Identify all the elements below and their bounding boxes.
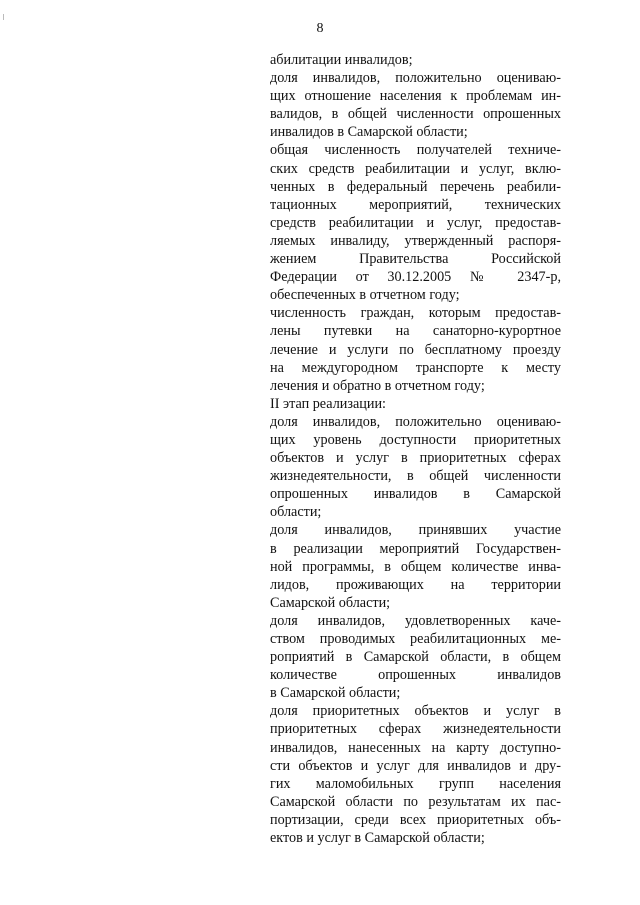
text-line: инвалидов в Самарской области; — [270, 124, 468, 141]
text-line: средств реабилитации и услуг, предостав- — [270, 214, 561, 231]
text-line: объектов и услуг в приоритетных сферах — [270, 450, 561, 467]
text-line: лечение и услуги по бесплатному проезду — [270, 341, 561, 358]
text-line: абилитации инвалидов; — [270, 52, 413, 68]
text-line: доля инвалидов, положительно оцениваю- — [270, 413, 561, 430]
text-line: ектов и услуг в Самарской области; — [270, 830, 485, 847]
text-line: ством проводимых реабилитационных ме- — [270, 631, 561, 647]
text-line: жизнедеятельности, в общей численности — [270, 468, 561, 485]
page-number: 8 — [316, 21, 324, 36]
text-line: Самарской области по результатам их пас- — [270, 793, 561, 810]
text-line: области; — [270, 504, 322, 521]
text-line: лечения и обратно в отчетном году; — [270, 377, 485, 394]
text-line: доля инвалидов, положительно оцениваю- — [270, 70, 561, 87]
text-line: в реализации мероприятий Государствен- — [270, 540, 561, 557]
text-line: численность граждан, которым предостав- — [270, 305, 561, 322]
text-line: количестве опрошенных инвалидов — [270, 667, 561, 684]
text-line: доля инвалидов, удовлетворенных каче- — [270, 612, 561, 629]
text-line: на междугородном транспорте к месту — [270, 359, 561, 376]
text-line: доля инвалидов, принявших участие — [270, 522, 561, 539]
document-text-column — [270, 51, 561, 847]
text-line: валидов, в общей численности опрошенных — [270, 106, 561, 123]
text-line: лидов, проживающих на территории — [270, 576, 561, 593]
text-line: II этап реализации: — [270, 395, 386, 412]
text-line: ченных в федеральный перечень реабили- — [270, 178, 561, 195]
text-line: щих уровень доступности приоритетных — [270, 431, 561, 448]
text-line: в Самарской области; — [270, 685, 401, 702]
text-line: сти объектов и услуг для инвалидов и дру- — [270, 757, 561, 774]
text-line: ских средств реабилитации и услуг, вклю- — [270, 160, 561, 177]
text-line: общая численность получателей техниче- — [270, 142, 561, 159]
text-line: гих маломобильных групп населения — [270, 775, 561, 792]
text-line: роприятий в Самарской области, в общем — [270, 649, 561, 666]
text-line: ной программы, в общем количестве инва- — [270, 558, 561, 575]
text-line: приоритетных сферах жизнедеятельности — [270, 721, 561, 738]
text-line: обеспеченных в отчетном году; — [270, 287, 460, 304]
text-line: лены путевки на санаторно-курортное — [270, 323, 561, 340]
text-line: тационных мероприятий, технических — [270, 196, 561, 213]
text-line: ляемых инвалиду, утвержденный распоря- — [270, 232, 561, 249]
text-line: опрошенных инвалидов в Самарской — [270, 486, 561, 503]
text-line: Самарской области; — [270, 594, 391, 611]
text-line: портизации, среди всех приоритетных объ- — [270, 811, 561, 828]
text-line: инвалидов, нанесенных на карту доступно- — [270, 739, 561, 756]
text-line: щих отношение населения к проблемам ин- — [270, 88, 561, 105]
text-line: Федерации от 30.12.2005 № 2347-р, — [270, 269, 561, 286]
scan-edge-mark — [3, 14, 4, 20]
text-line: доля приоритетных объектов и услуг в — [270, 703, 561, 720]
text-line: жением Правительства Российской — [270, 251, 561, 268]
